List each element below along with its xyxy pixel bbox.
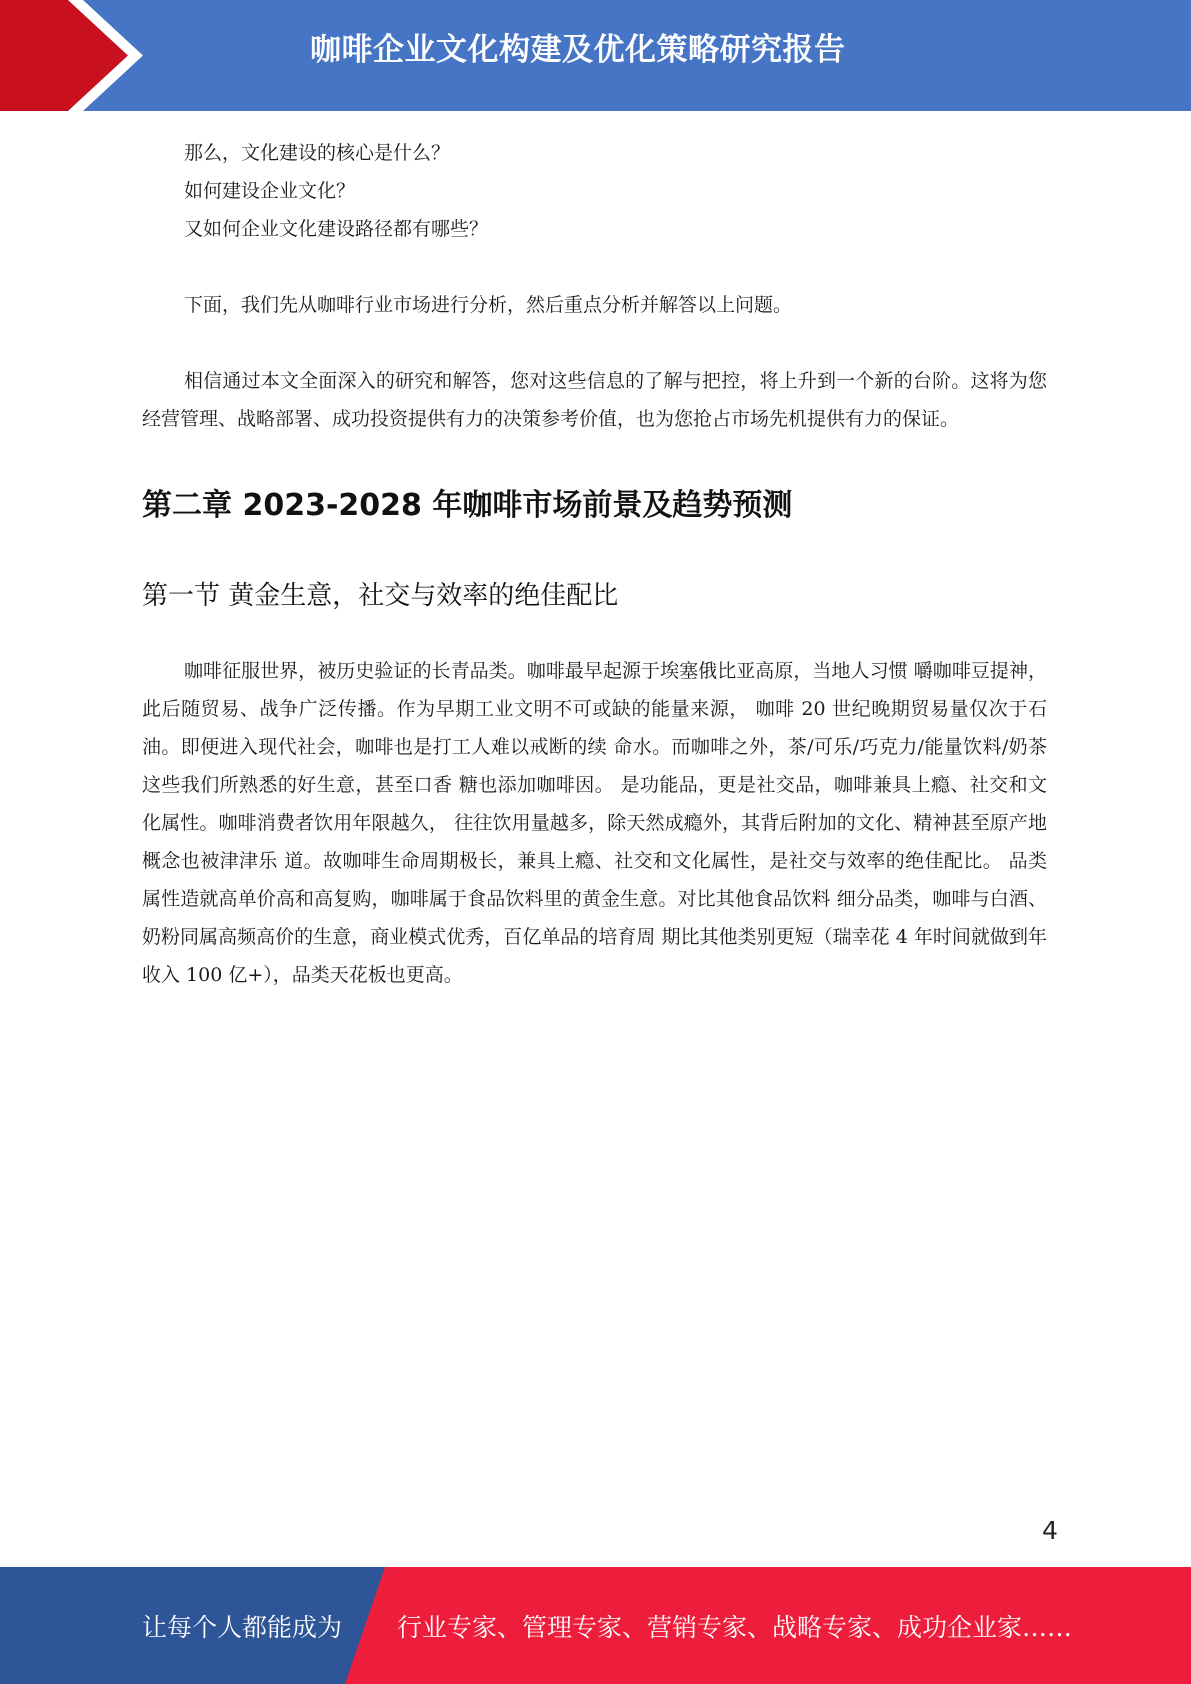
question-line: 如何建设企业文化？: [184, 180, 356, 202]
section-heading: 第一节 黄金生意，社交与效率的绝佳配比: [142, 581, 619, 611]
page-number: 4: [1042, 1516, 1058, 1545]
question-line: 那么，文化建设的核心是什么？: [184, 142, 451, 164]
page-header: [0, 0, 1191, 111]
header-chevron-graphic: [0, 0, 160, 111]
page-footer: [0, 1567, 1191, 1684]
section-paragraph: 咖啡征服世界，被历史验证的长青品类。咖啡最早起源于埃塞俄比亚高原，当地人习惯 嚼咖啡豆提神，此后随贸易、战争广泛传播。作为早期工业文明不可或缺的能量来源， 咖啡 20 世纪晚期贸易量仅次于石油。即便进入现代社会，咖啡也是打工人难以戒断的续 命水。而咖啡之外，茶/可乐/巧克力/能量饮料/奶茶这些我们所熟悉的好生意，甚至口香 糖也添加咖啡因。 是功能品，更是社交品，咖啡兼具上瘾、社交和文化属性。咖啡消费者饮用年限越久， 往往饮用量越多，除天然成瘾外，其背后附加的文化、精神甚至原产地概念也被津津乐 道。故咖啡生命周期极长，兼具上瘾、社交和文化属性，是社交与效率的绝佳配比。 品类属性造就高单价高和高复购，咖啡属于食品饮料里的黄金生意。对比其他食品饮料 细分品类，咖啡与白酒、奶粉同属高频高价的生意，商业模式优秀，百亿单品的培育周 期比其他类别更短（瑞幸花 4 年时间就做到年收入 100 亿+），品类天花板也更高。: [142, 660, 1047, 986]
closing-paragraph: 相信通过本文全面深入的研究和解答，您对这些信息的了解与把控，将上升到一个新的台阶。这将为您经营管理、战略部署、成功投资提供有力的决策参考价值，也为您抢占市场先机提供有力的保证。: [142, 370, 1047, 430]
analysis-line: 下面，我们先从咖啡行业市场进行分析，然后重点分析并解答以上问题。: [184, 294, 793, 316]
spacer: [142, 248, 1047, 286]
question-line: 又如何企业文化建设路径都有哪些？: [184, 218, 489, 240]
header-red-block: [0, 0, 128, 111]
spacer: [142, 324, 1047, 362]
footer-slogan-left: 让每个人都能成为: [142, 1613, 343, 1642]
page-body: [142, 134, 1047, 994]
report-title: 咖啡企业文化构建及优化策略研究报告: [310, 32, 846, 68]
chapter-heading: 第二章 2023-2028 年咖啡市场前景及趋势预测: [142, 488, 793, 523]
footer-slogan-right: 行业专家、管理专家、营销专家、战略专家、成功企业家……: [397, 1613, 1073, 1642]
